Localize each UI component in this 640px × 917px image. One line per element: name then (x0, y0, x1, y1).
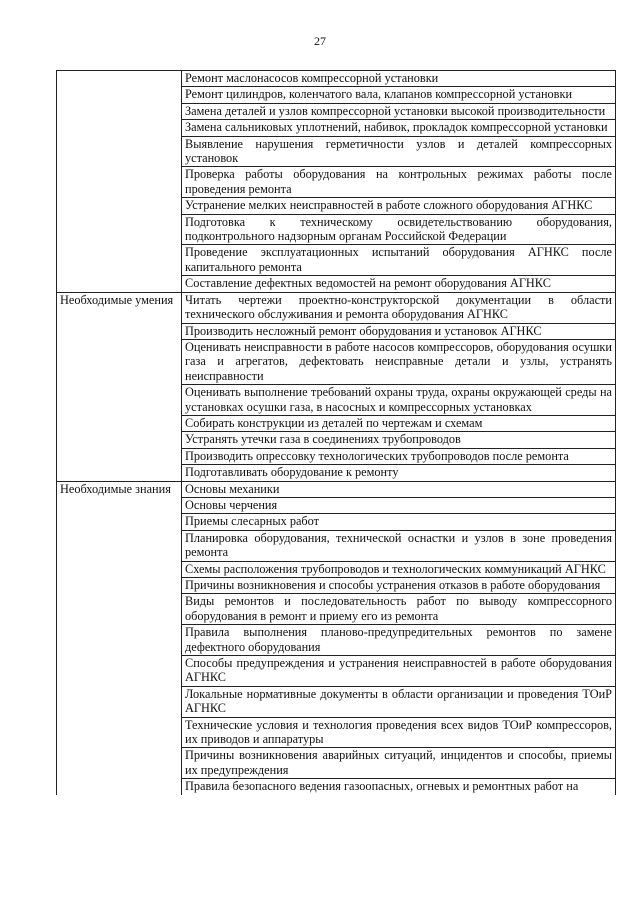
table-cell-item: Проведение эксплуатационных испытаний оборудования АГНКС после капитального ремонта (182, 245, 616, 276)
table-cell-item: Приемы слесарных работ (182, 514, 616, 530)
table-cell-item: Причины возникновения аварийных ситуаций, инцидентов и способы, приемы их предупреждения (182, 748, 616, 779)
table-cell-item: Выявление нарушения герметичности узлов и деталей компрессорных установок (182, 136, 616, 167)
table-cell-item: Виды ремонтов и последовательность работ по выводу компрессорного оборудования в ремонт и приему его из ремонта (182, 594, 616, 625)
table-cell-item: Способы предупреждения и устранения неисправностей в работе оборудования АГНКС (182, 656, 616, 687)
table-cell-item: Оценивать неисправности в работе насосов компрессоров, оборудования осушки газа и агрегатов, дефектовать неисправные детали и узлы, устранять неисправности (182, 339, 616, 384)
table-cell-item: Проверка работы оборудования на контрольных режимах работы после проведения ремонта (182, 167, 616, 198)
table-cell-item: Замена деталей и узлов компрессорной установки высокой производительности (182, 103, 616, 119)
section-label: Необходимые знания (57, 481, 182, 795)
table-row (57, 481, 616, 497)
table-cell-item: Ремонт цилиндров, коленчатого вала, клапанов компрессорной установки (182, 87, 616, 103)
table-body (57, 71, 616, 795)
table-row (57, 71, 616, 87)
page-number: 27 (314, 34, 326, 48)
table-cell-item: Правила выполнения планово-предупредительных ремонтов по замене дефектного оборудования (182, 625, 616, 656)
table-cell-item: Производить несложный ремонт оборудования и установок АГНКС (182, 323, 616, 339)
table-cell-item: Подготовка к техническому освидетельствованию оборудования, подконтрольного надзорным органам Российской Федерации (182, 214, 616, 245)
table-cell-item: Ремонт маслонасосов компрессорной установки (182, 71, 616, 87)
table-cell-item: Локальные нормативные документы в области организации и проведения ТОиР АГНКС (182, 686, 616, 717)
table-cell-item: Производить опрессовку технологических трубопроводов после ремонта (182, 448, 616, 464)
table-cell-item: Оценивать выполнение требований охраны труда, охраны окружающей среды на установках осушки газа, в насосных и компрессорных установках (182, 385, 616, 416)
section-label: Необходимые умения (57, 292, 182, 481)
table-cell-item: Планировка оборудования, технической оснастки и узлов в зоне проведения ремонта (182, 530, 616, 561)
table-cell-item: Составление дефектных ведомостей на ремонт оборудования АГНКС (182, 276, 616, 292)
table-row (57, 292, 616, 323)
table-cell-item: Причины возникновения и способы устранения отказов в работе оборудования (182, 578, 616, 594)
table-cell-item: Основы черчения (182, 497, 616, 513)
table-cell-item: Замена сальниковых уплотнений, набивок, прокладок компрессорной установки (182, 120, 616, 136)
table-cell-item: Основы механики (182, 481, 616, 497)
table-cell-item: Устранение мелких неисправностей в работе сложного оборудования АГНКС (182, 198, 616, 214)
table-cell-item: Подготавливать оборудование к ремонту (182, 465, 616, 481)
table-cell-item: Технические условия и технология проведения всех видов ТОиР компрессоров, их приводов и аппаратуры (182, 717, 616, 748)
qualification-table (56, 70, 616, 795)
table-cell-item: Правила безопасного ведения газоопасных, огневых и ремонтных работ на (182, 779, 616, 795)
table-cell-item: Устранять утечки газа в соединениях трубопроводов (182, 432, 616, 448)
table-cell-item: Читать чертежи проектно-конструкторской документации в области технического обслуживания и ремонта оборудования АГНКС (182, 292, 616, 323)
table-cell-item: Схемы расположения трубопроводов и технологических коммуникаций АГНКС (182, 561, 616, 577)
table-cell-item: Собирать конструкции из деталей по чертежам и схемам (182, 415, 616, 431)
section-label (57, 71, 182, 293)
